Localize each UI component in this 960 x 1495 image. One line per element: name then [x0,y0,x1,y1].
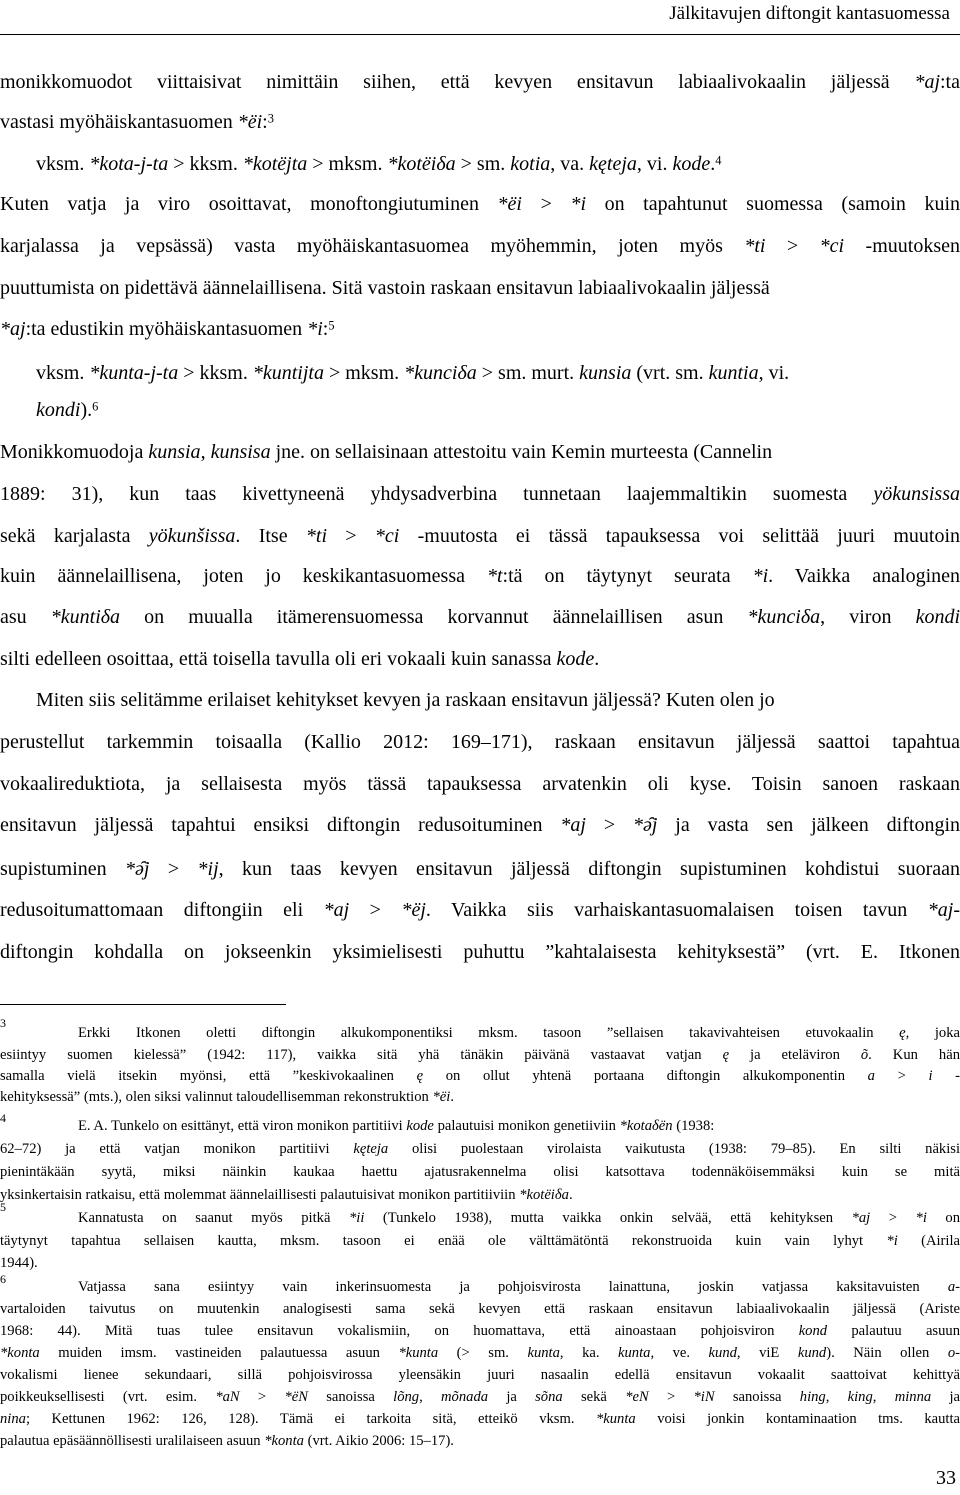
footnote-line: Erkki Itkonen oletti diftongin alkukomponentiksi mksm. tasoon ”sellaisen takavivahteisen etuvokaalin ę, joka [78,1025,960,1041]
body-line: diftongin kohdalla on jokseenkin yksimielisesti puhuttu ”kahtalaisesta kehityksestä” (vrt. E. Itkonen [0,941,960,963]
body-line: vastasi myöhäiskantasuomen *ëi:$^3$ [0,111,274,133]
footnote-line: E. A. Tunkelo on esittänyt, että viron monikon partitiivi kode palautuisi monikon genetiiviin *kotaδën (1938: [78,1118,715,1134]
footnote-line: esiintyy suomen kielessä” (1942: 117), vaikka sitä yhä tänäkin päivänä vastaavat vatjan ę ja eteläviron õ. Kun hän [0,1047,960,1063]
body-line: perustellut tarkemmin toisaalla (Kallio 2012: 169–171), raskaan ensitavun jäljessä saattoi tapahtua [0,731,960,753]
footnote-line: vartaloiden taivutus on muutenkin analogisesti sama sekä kevyen että raskaan ensitavun labiaalivokaalin jäljessä (Ariste [0,1301,960,1317]
footnote-line: palautua epäsäännöllisesti uralilaiseen asuun *konta (vrt. Aikio 2006: 15–17). [0,1433,454,1449]
body-line: kuin äännelaillisena, joten jo keskikantasuomessa *t:tä on täytynyt seurata *i. Vaikka analoginen [0,565,960,587]
header-rule [0,34,960,35]
page-number: 33 [936,1467,956,1489]
footnote-line: Vatjassa sana esiintyy vain inkerinsuomesta ja pohjoisvirosta lainattuna, joskin vatjassa kaksitavuisten a- [78,1279,960,1295]
footnote-number: 4 [0,1111,6,1125]
body-line: asu *kuntiδa on muualla itämerensuomessa korvannut äännelaillisen asun *kunciδa, viron kondi [0,606,960,628]
footnote-line: nina; Kettunen 1962: 126, 128). Tämä ei tarkoita sitä, etteikö vksm. *kunta voisi jonkin kontaminaation tms. kautta [0,1411,960,1427]
body-line: vokaalireduktiota, ja sellaisesta myös tässä tapauksessa arvatenkin oli kyse. Toisin sanoen raskaan [0,773,960,795]
footnote-line: 62–72) ja että vatjan monikon partitiivi kęteja olisi puolestaan virolaista vaikutusta (1938: 79–85). En silti näkisi [0,1141,960,1157]
body-line: 1889: 31), kun taas kivettyneenä yhdysadverbina tunnetaan laajemmaltikin suomesta yökunsissa [0,483,960,505]
footnote-line: *konta muiden imsm. vastineiden palautuessa asuun *kunta (> sm. kunta, ka. kunta, ve. kund, viE kund). Näin ollen o- [0,1345,960,1361]
body-line: redusoitumattomaan diftongiin eli *aj > *ëj. Vaikka siis varhaiskantasuomalaisen toisen tavun *aj- [0,899,960,921]
body-line: sekä karjalasta yökunšissa. Itse *ti > *ci -muutosta ei tässä tapauksessa voi selittää juuri muutoin [0,525,960,547]
body-line: Miten siis selitämme erilaiset kehitykset kevyen ja raskaan ensitavun jäljessä? Kuten olen jo [36,689,775,711]
footnote-line: 1944). [0,1255,38,1271]
footnote-line: yksinkertaisin ratkaisu, että molemmat äännelaillisesti palautuisivat monikon partitiiviin *kotëiδa. [0,1187,573,1203]
body-line: silti edelleen osoittaa, että toisella tavulla oli eri vokaali kuin sanassa kode. [0,648,600,670]
body-line: puuttumista on pidettävä äännelaillisena. Sitä vastoin raskaan ensitavun labiaalivokaalin jäljessä [0,277,770,299]
footnote-line: kehityksessä” (mts.), olen siksi valinnut taloudellisemman rekonstruktion *ëi. [0,1089,454,1105]
footnote-line: pienintäkään syytä, miksi näinkin kaukaa haettu ajatusrakennelma olisi katsottava todennäköisemmäksi kuin se mitä [0,1164,960,1180]
running-header: Jälkitavujen diftongit kantasuomessa [669,3,950,24]
footnote-line: täytynyt tapahtua sellaisen kautta, mksm. tasoon ei enää ole välttämätöntä rekonstruoida kuin vain lyhyt *i (Airila [0,1233,960,1249]
body-line: *aj:ta edustikin myöhäiskantasuomen *i:$^5$ [0,318,335,340]
footnote-line: Kannatusta on saanut myös pitkä *ii (Tunkelo 1938), mutta vaikka onkin selvää, että kehityksen *aj > *i on [78,1210,960,1226]
body-line: ensitavun jäljessä tapahtui ensiksi diftongin redusoituminen *aj > *ə̑j ja vasta sen jälkeen diftongin [0,814,960,836]
footnote-line: vokalismi lienee sekundaari, sillä pohjoisvirossa yleensäkin juuri nasaalin edellä ensitavun vokaalit saattoivat kehittyä [0,1367,960,1383]
body-line: vksm. *kota-j-ta > kksm. *kotëjta > mksm. *kotëiδa > sm. kotia, va. kęteja, vi. kode.$^4$ [36,153,722,175]
body-line: monikkomuodot viittaisivat nimittäin siihen, että kevyen ensitavun labiaalivokaalin jäljessä *aj:ta [0,71,960,93]
footnote-line: poikkeuksellisesti (vrt. esim. *aN > *ëN sanoissa lõng, mõnada ja sõna sekä *eN > *iN sanoissa hing, king, minna ja [0,1389,960,1405]
footnote-number: 6 [0,1272,6,1286]
footnote-line: 1968: 44). Mitä tuas tulee ensitavun vokalismiin, on huomattava, että ainoastaan pohjoisviron kond palautuu asuun [0,1323,960,1339]
body-line: kondi).$^6$ [36,399,99,421]
body-line: karjalassa ja vepsässä) vasta myöhäiskantasuomea myöhemmin, joten myös *ti > *ci -muutoksen [0,235,960,257]
footnote-number: 3 [0,1016,6,1030]
footnote-line: samalla vielä itsekin myönsi, että ”keskivokaalinen ę on ollut yhtenä portaana diftongin alkukomponentin a > i - [0,1068,960,1084]
body-line: Monikkomuodoja kunsia, kunsisa jne. on sellaisinaan attestoitu vain Kemin murteesta (Cannelin [0,441,773,463]
body-line: vksm. *kunta-j-ta > kksm. *kuntijta > mksm. *kunciδa > sm. murt. kunsia (vrt. sm. kuntia, vi. [36,362,790,384]
footnote-number: 5 [0,1200,6,1214]
body-line: supistuminen *ə̑j > *ij, kun taas kevyen ensitavun jäljessä diftongin supistuminen kohdistui suoraan [0,858,960,880]
footnote-separator [0,1004,286,1005]
body-line: Kuten vatja ja viro osoittavat, monoftongiutuminen *ëi > *i on tapahtunut suomessa (samoin kuin [0,193,960,215]
